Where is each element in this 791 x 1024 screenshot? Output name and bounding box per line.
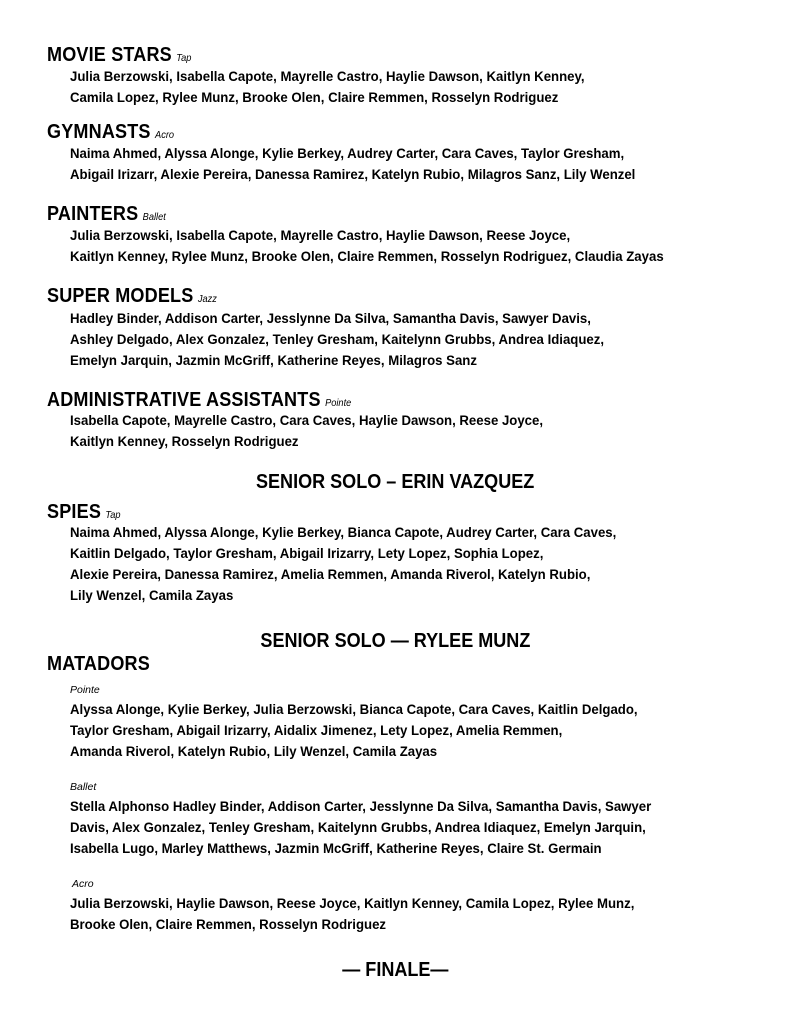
dance-style: Ballet [142,211,166,223]
dance-style: Pointe [325,397,352,409]
cast-line: Amanda Riverol, Katelyn Rubio, Lily Wenzel, Camila Zayas [70,744,438,760]
cast-line: Alyssa Alonge, Kylie Berkey, Julia Berzowski, Bianca Capote, Cara Caves, Kaitlin Delgado, [70,702,638,718]
cast-line: Stella Alphonso Hadley Binder, Addison Carter, Jesslynne Da Silva, Samantha Davis, Sawyer [70,799,652,815]
cast-list-administrative-assistants [70,411,744,453]
cast-line: Taylor Gresham, Abigail Irizarry, Aidalix Jimenez, Lety Lopez, Amelia Remmen, [70,723,563,739]
number-title: ADMINISTRATIVE ASSISTANTS [47,388,321,411]
matadors-style-pointe: Pointe [70,684,100,696]
number-title: MOVIE STARS [47,43,172,66]
cast-list-matadors-ballet [70,797,744,860]
cast-line: Julia Berzowski, Isabella Capote, Mayrelle Castro, Haylie Dawson, Kaitlyn Kenney, [70,69,585,85]
cast-line: Lily Wenzel, Camila Zayas [70,588,234,604]
senior-solo-heading [0,470,791,494]
cast-line: Camila Lopez, Rylee Munz, Brooke Olen, Claire Remmen, Rosselyn Rodriguez [70,90,559,106]
number-title: MATADORS [47,652,150,675]
cast-list-spies [70,523,744,607]
dance-style: Tap [105,509,121,521]
number-title: PAINTERS [47,202,139,225]
cast-line: Julia Berzowski, Isabella Capote, Mayrelle Castro, Haylie Dawson, Reese Joyce, [70,228,571,244]
cast-list-movie-stars [70,67,744,109]
dance-style: Acro [155,129,175,141]
dance-style: Jazz [197,293,217,305]
number-title: GYMNASTS [47,120,151,143]
cast-list-matadors-pointe [70,700,744,763]
cast-line: Julia Berzowski, Haylie Dawson, Reese Joyce, Kaitlyn Kenney, Camila Lopez, Rylee Munz, [70,896,635,912]
number-title: SPIES [47,500,102,523]
solo-title: SENIOR SOLO — RYLEE MUNZ [260,629,531,652]
cast-line: Isabella Capote, Mayrelle Castro, Cara Caves, Haylie Dawson, Reese Joyce, [70,413,544,429]
number-title: SUPER MODELS [47,284,194,307]
cast-line: Naima Ahmed, Alyssa Alonge, Kylie Berkey, Audrey Carter, Cara Caves, Taylor Gresham, [70,146,625,162]
number-title-super-models [47,284,217,308]
cast-list-matadors-acro [70,894,744,936]
number-title-painters [47,202,166,226]
senior-solo-heading [0,629,791,653]
cast-line: Hadley Binder, Addison Carter, Jesslynne Da Silva, Samantha Davis, Sawyer Davis, [70,311,591,327]
cast-list-painters [70,226,744,268]
matadors-style-ballet: Ballet [70,781,97,793]
cast-line: Ashley Delgado, Alex Gonzalez, Tenley Gresham, Kaitelynn Grubbs, Andrea Idiaquez, [70,332,605,348]
cast-list-gymnasts [70,144,744,186]
dance-style: Tap [176,52,192,64]
cast-line: Kaitlin Delgado, Taylor Gresham, Abigail Irizarry, Lety Lopez, Sophia Lopez, [70,546,544,562]
cast-line: Isabella Lugo, Marley Matthews, Jazmin McGriff, Katherine Reyes, Claire St. Germain [70,841,602,857]
finale-title: — FINALE— [342,958,449,981]
cast-line: Emelyn Jarquin, Jazmin McGriff, Katherine Reyes, Milagros Sanz [70,353,477,369]
cast-list-super-models [70,309,744,372]
finale-heading [0,958,791,982]
cast-line: Davis, Alex Gonzalez, Tenley Gresham, Kaitelynn Grubbs, Andrea Idiaquez, Emelyn Jarquin, [70,820,646,836]
solo-title: SENIOR SOLO – ERIN VAZQUEZ [256,470,535,493]
number-title-spies [47,500,121,524]
cast-line: Abigail Irizarr, Alexie Pereira, Danessa Ramirez, Katelyn Rubio, Milagros Sanz, Lily Wenzel [70,167,636,183]
cast-line: Naima Ahmed, Alyssa Alonge, Kylie Berkey, Bianca Capote, Audrey Carter, Cara Caves, [70,525,617,541]
matadors-style-acro: Acro [72,878,94,890]
cast-line: Kaitlyn Kenney, Rosselyn Rodriguez [70,434,299,450]
number-title-gymnasts [47,120,174,144]
number-title-movie-stars [47,43,191,67]
cast-line: Brooke Olen, Claire Remmen, Rosselyn Rodriguez [70,917,387,933]
number-title-administrative-assistants [47,388,351,412]
cast-line: Kaitlyn Kenney, Rylee Munz, Brooke Olen, Claire Remmen, Rosselyn Rodriguez, Claudia Zayas [70,249,664,265]
cast-line: Alexie Pereira, Danessa Ramirez, Amelia Remmen, Amanda Riverol, Katelyn Rubio, [70,567,591,583]
number-title-matadors [47,652,150,676]
